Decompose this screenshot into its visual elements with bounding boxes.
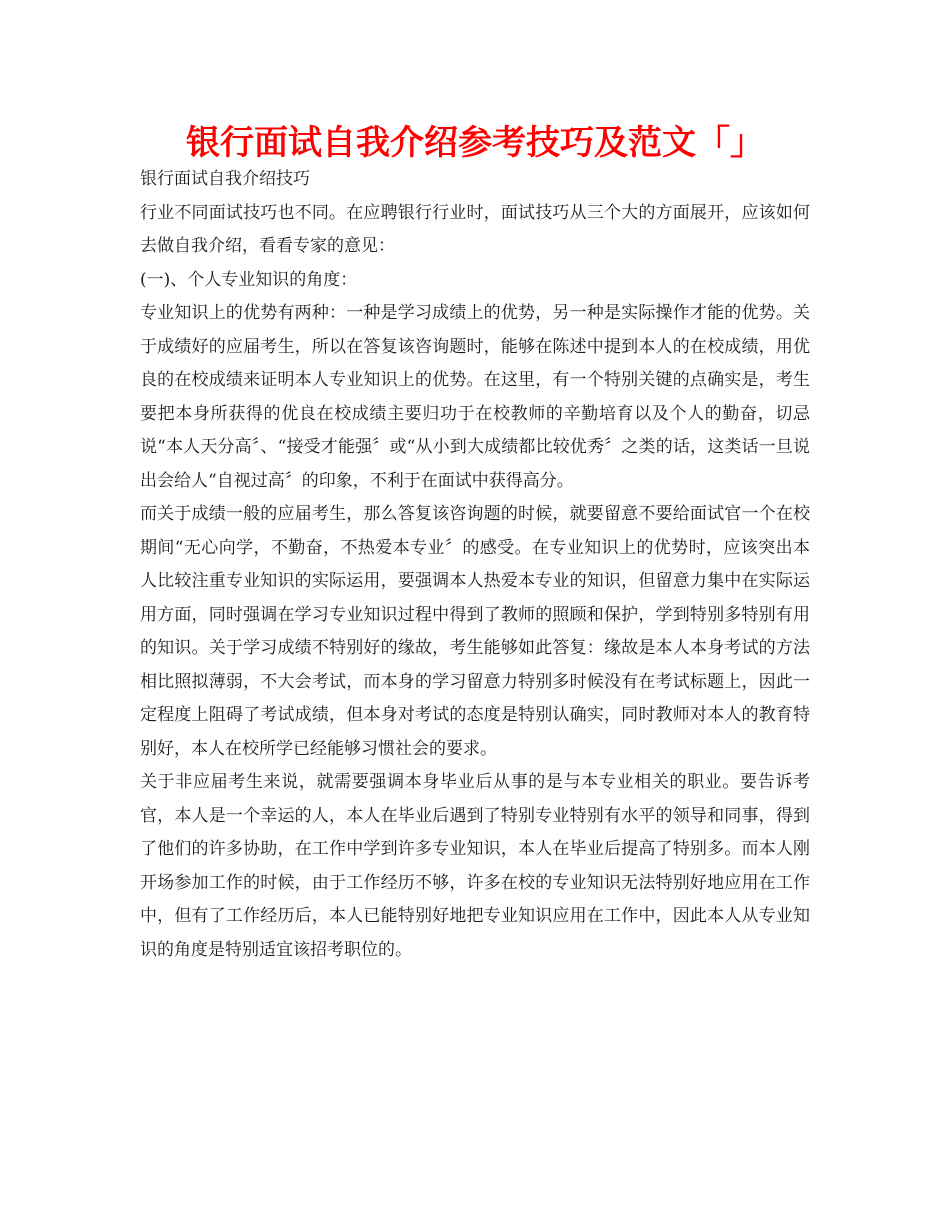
paragraph-advantages: 专业知识上的优势有两种：一种是学习成绩上的优势，另一种是实际操作才能的优势。关于成绩好的应届考生，所以在答复该咨询题时，能够在陈述中提到本人的在校成绩，用优良的在校成绩来证明本人专业知识上的优势。在这里，有一个特别关键的点确实是，考生要把本身所获得的优良在校成绩主要归功于在校教师的辛勤培育以及个人的勤奋，切忌说“本人天分高〞、“接受才能强〞或“从小到大成绩都比较优秀〞之类的话，这类话一旦说出会给人“自视过高〞的印象，不利于在面试中获得高分。 xyxy=(140,303,810,491)
paragraph-average-grades: 而关于成绩一般的应届考生，那么答复该咨询题的时候，就要留意不要给面试官一个在校期间“无心向学，不勤奋，不热爱本专业〞的感受。在专业知识上的优势时，应该突出本人比较注重专业知识的实际运用，要强调本人热爱本专业的知识，但留意力集中在实际运用方面，同时强调在学习专业知识过程中得到了教师的照顾和保护，学到特别多特别有用的知识。关于学习成绩不特别好的缘故，考生能够如此答复：缘故是本人本身考试的方法相比照拟薄弱，不大会考试，而本身的学习留意力特别多时候没有在考试标题上，因此一定程度上阻碍了考试成绩，但本身对考试的态度是特别认确实，同时教师对本人的教育特别好，本人在校所学已经能够习惯社会的要求。 xyxy=(140,504,810,759)
paragraph-intro: 行业不同面试技巧也不同。在应聘银行行业时，面试技巧从三个大的方面展开，应该如何去做自我介绍，看看专家的意见： xyxy=(140,202,810,256)
paragraph-subtitle: (一)、个人专业知识的角度： xyxy=(140,269,358,290)
section-heading: 银行面试自我介绍技巧 xyxy=(140,169,310,189)
paragraph-non-graduates: 关于非应届考生来说，就需要强调本身毕业后从事的是与本专业相关的职业。要告诉考官，本人是一个幸运的人，本人在毕业后遇到了特别专业特别有水平的领导和同事，得到了他们的许多协助，在工作中学到许多专业知识，本人在毕业后提高了特别多。而本人刚开场参加工作的时候，由于工作经历不够，许多在校的专业知识无法特别好地应用在工作中，但有了工作经历后，本人已能特别好地把专业知识应用在工作中，因此本人从专业知识的角度是特别适宜该招考职位的。 xyxy=(140,772,810,960)
document-title: 银行面试自我介绍参考技巧及范文「」 xyxy=(186,123,764,163)
document-body xyxy=(140,163,810,967)
